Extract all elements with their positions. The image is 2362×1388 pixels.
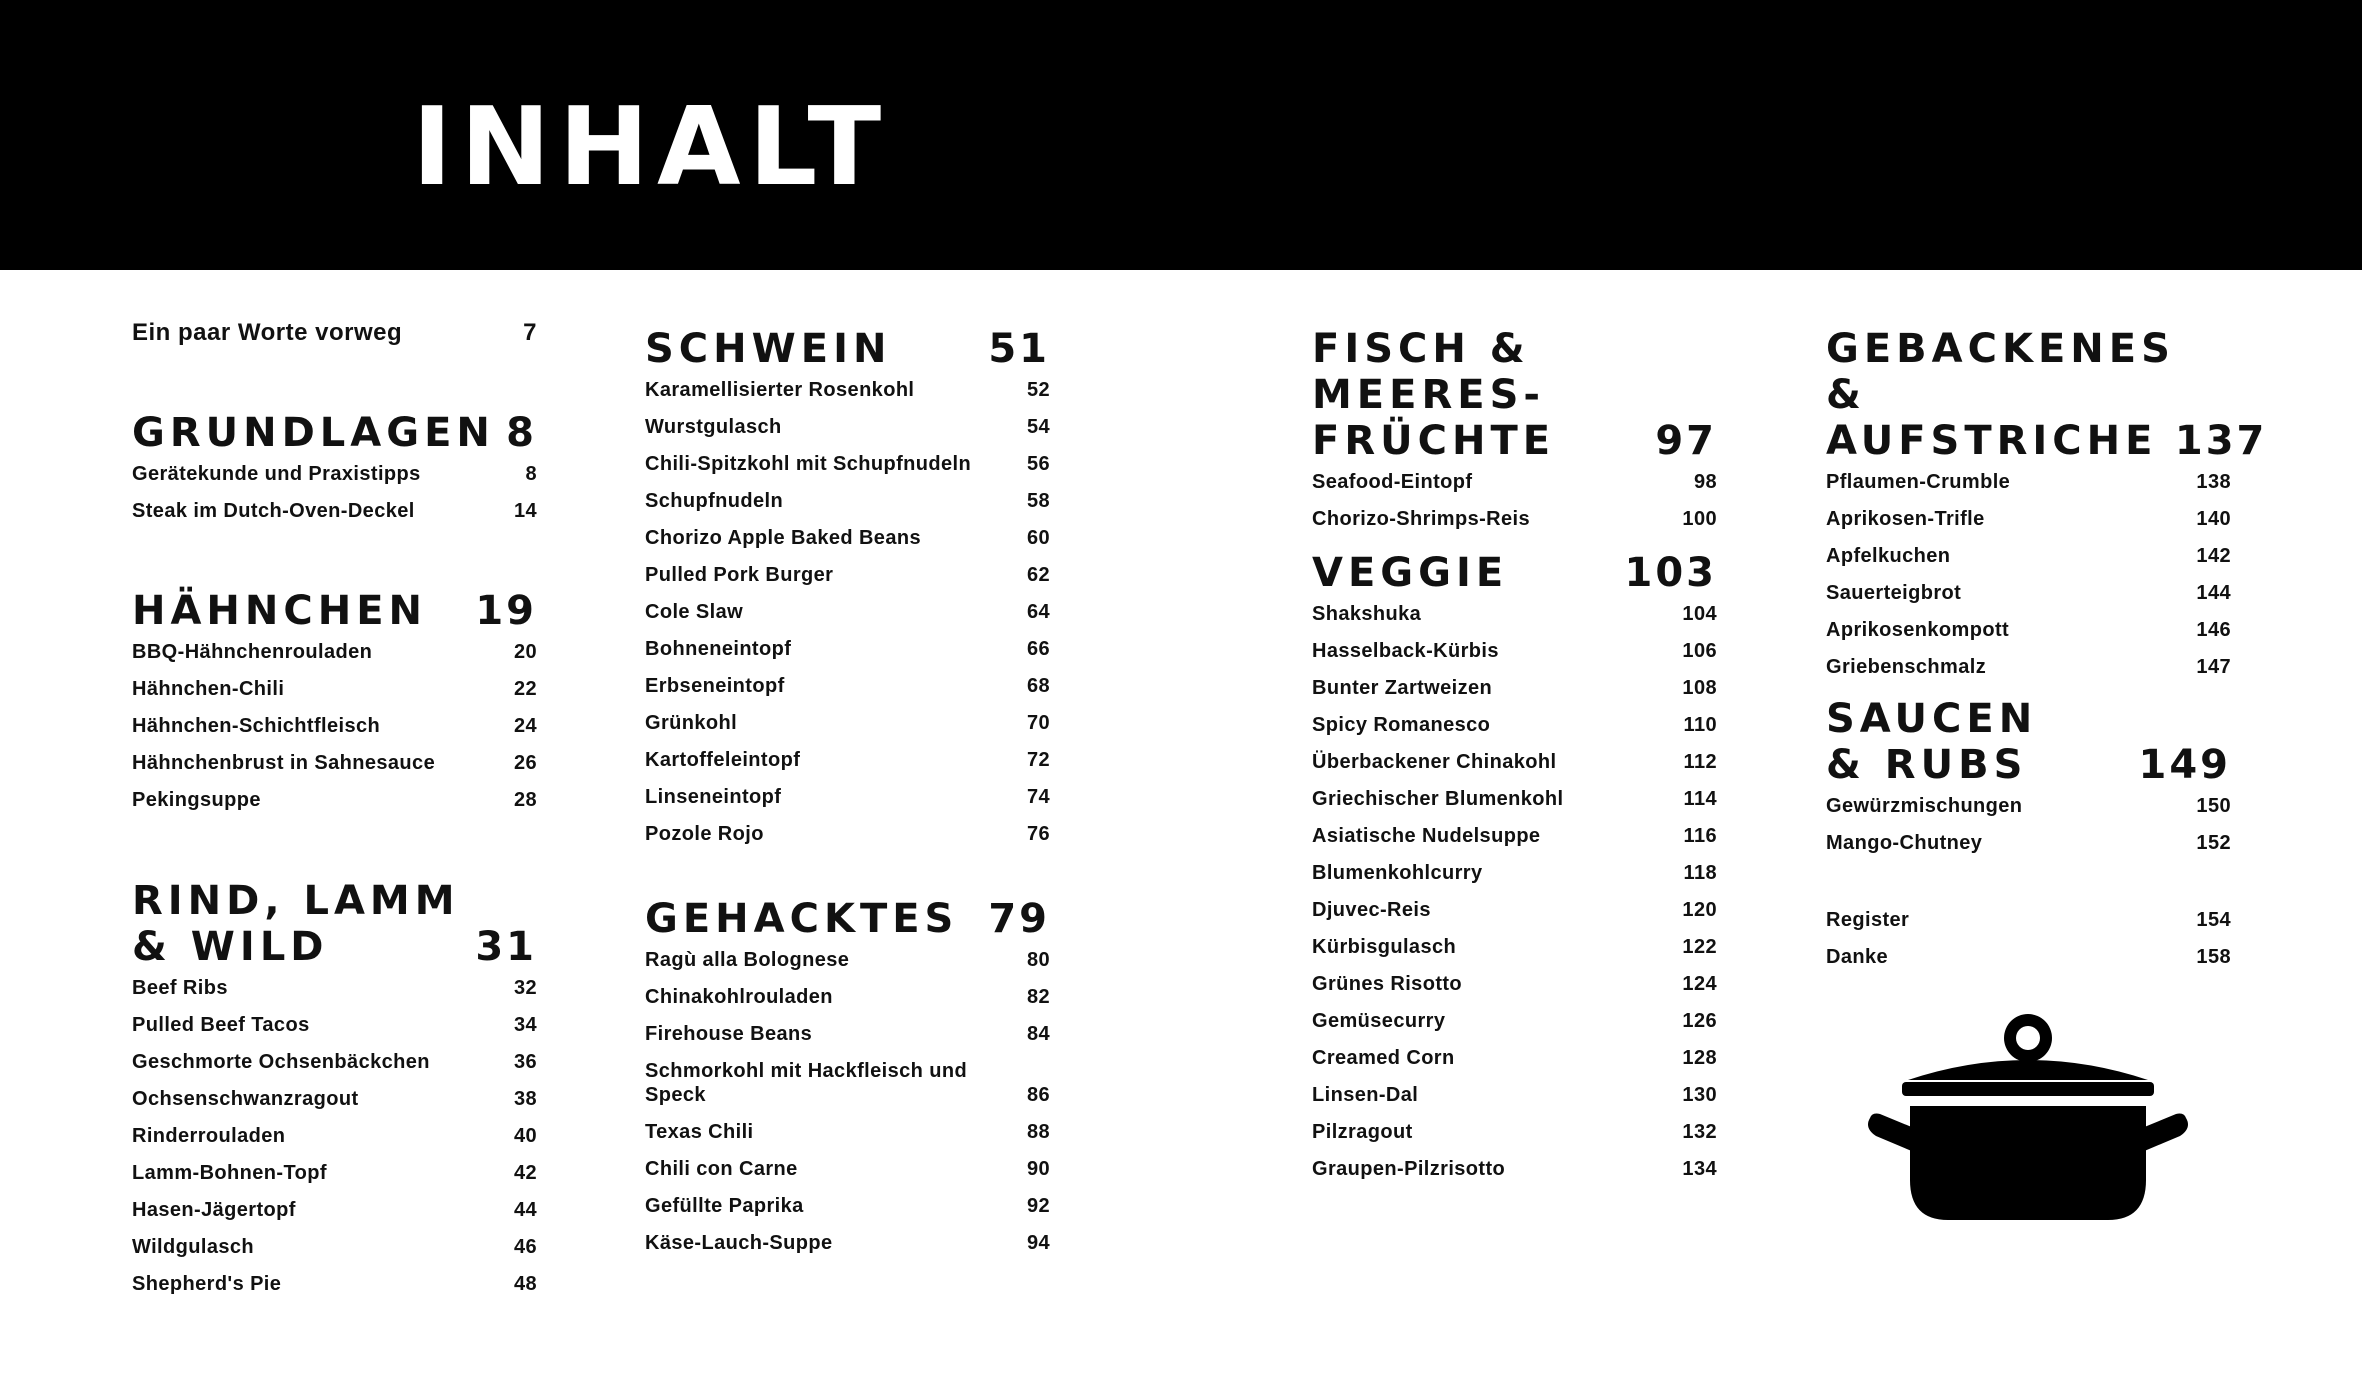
header-bar xyxy=(0,0,2362,270)
entry-title: Aprikosen-Trifle xyxy=(1826,508,1985,530)
entry-page: 66 xyxy=(1026,638,1050,660)
entry-page: 68 xyxy=(1026,675,1050,697)
entry-page: 90 xyxy=(1026,1158,1050,1180)
entry-title: Texas Chili xyxy=(645,1121,754,1143)
toc-entry[interactable] xyxy=(645,631,1050,668)
entry-title: Bohneneintopf xyxy=(645,638,792,660)
toc-entry[interactable] xyxy=(1312,1003,1717,1040)
entry-title: Lamm-Bohnen-Topf xyxy=(132,1162,327,1184)
toc-entry[interactable] xyxy=(132,708,537,745)
entry-page: 72 xyxy=(1026,749,1050,771)
entry-page: 104 xyxy=(1682,603,1717,625)
entry-title: Cole Slaw xyxy=(645,601,744,623)
entry-title: Hasselback-Kürbis xyxy=(1312,640,1499,662)
entry-title: Chorizo-Shrimps-Reis xyxy=(1312,508,1531,530)
entry-title: Bunter Zartweizen xyxy=(1312,677,1493,699)
toc-entry[interactable] xyxy=(1312,929,1717,966)
section-heading-title: SCHWEIN xyxy=(645,326,892,372)
toc-entry[interactable] xyxy=(645,1114,1050,1151)
section-heading[interactable] xyxy=(1826,326,2268,464)
entry-title: Graupen-Pilzrisotto xyxy=(1312,1158,1506,1180)
entry-title: Pekingsuppe xyxy=(132,789,261,811)
entry-page: 132 xyxy=(1682,1121,1717,1143)
entry-title: Creamed Corn xyxy=(1312,1047,1455,1069)
entry-title: Apfelkuchen xyxy=(1826,545,1951,567)
entry-title: Griechischer Blumenkohl xyxy=(1312,788,1564,810)
entry-page: 62 xyxy=(1026,564,1050,586)
toc-entry[interactable] xyxy=(645,705,1050,742)
toc-entry[interactable] xyxy=(645,446,1050,483)
entry-title: Hähnchenbrust in Sahnesauce xyxy=(132,752,436,774)
entry-page: 134 xyxy=(1682,1158,1717,1180)
toc-entry[interactable] xyxy=(1312,501,1717,538)
entry-page: 112 xyxy=(1683,751,1717,773)
entry-page: 92 xyxy=(1026,1195,1050,1217)
section-heading-title: SAUCEN & RUBS xyxy=(1826,696,2038,788)
entry-page: 122 xyxy=(1682,936,1717,958)
toc-entry[interactable] xyxy=(1312,744,1717,781)
entry-title: Ragù alla Bolognese xyxy=(645,949,850,971)
entry-page: 64 xyxy=(1026,601,1050,623)
entry-title: Shepherd's Pie xyxy=(132,1273,282,1295)
toc-entry[interactable] xyxy=(645,1225,1050,1262)
entry-title: Pflaumen-Crumble xyxy=(1826,471,2011,493)
section-heading-title: GRUNDLAGEN xyxy=(132,410,495,456)
entry-page: 44 xyxy=(513,1199,537,1221)
entry-title: Firehouse Beans xyxy=(645,1023,813,1045)
entry-title: Danke xyxy=(1826,946,1889,968)
entry-page: 118 xyxy=(1683,862,1717,884)
entry-page: 24 xyxy=(513,715,537,737)
entry-page: 36 xyxy=(513,1051,537,1073)
toc-entry[interactable] xyxy=(1826,825,2231,862)
toc-entry[interactable] xyxy=(645,372,1050,409)
section-heading-title: GEBACKENES & AUFSTRICHE xyxy=(1826,326,2175,464)
toc-entry[interactable] xyxy=(132,745,537,782)
toc-entry[interactable] xyxy=(645,1053,1050,1114)
entry-page: 32 xyxy=(513,977,537,999)
entry-page: 110 xyxy=(1683,714,1717,736)
toc-entry[interactable] xyxy=(132,671,537,708)
entry-title: Chili con Carne xyxy=(645,1158,798,1180)
entry-page: 8 xyxy=(525,463,537,485)
toc-entry[interactable] xyxy=(132,1081,537,1118)
section-veggie xyxy=(1312,550,1717,1188)
entry-page: 54 xyxy=(1026,416,1050,438)
toc-entry[interactable] xyxy=(132,318,537,348)
section-heading-title: FISCH & MEERES- FRÜCHTE xyxy=(1312,326,1556,464)
entry-title: Wildgulasch xyxy=(132,1236,255,1258)
entry-page: 38 xyxy=(513,1088,537,1110)
entry-title: Gerätekunde und Praxistipps xyxy=(132,463,421,485)
toc-entry[interactable] xyxy=(132,970,537,1007)
entry-page: 14 xyxy=(513,500,537,522)
toc-entry[interactable] xyxy=(645,1016,1050,1053)
toc-entry[interactable] xyxy=(1312,1151,1717,1188)
toc-entry[interactable] xyxy=(132,456,537,493)
entry-page: 100 xyxy=(1682,508,1717,530)
entry-page: 34 xyxy=(513,1014,537,1036)
entry-page: 88 xyxy=(1026,1121,1050,1143)
entry-page: 94 xyxy=(1026,1232,1050,1254)
intro-entry xyxy=(132,318,537,348)
entry-page: 98 xyxy=(1693,471,1717,493)
toc-entry[interactable] xyxy=(645,483,1050,520)
toc-entry[interactable] xyxy=(645,816,1050,853)
section-heading-title: GEHACKTES xyxy=(645,896,959,942)
entry-title: Gewürzmischungen xyxy=(1826,795,2023,817)
entry-page: 70 xyxy=(1026,712,1050,734)
entry-page: 80 xyxy=(1026,949,1050,971)
entry-page: 116 xyxy=(1683,825,1717,847)
entry-page: 26 xyxy=(513,752,537,774)
section-heading[interactable] xyxy=(1312,550,1717,596)
toc-entry[interactable] xyxy=(645,520,1050,557)
section-heading[interactable] xyxy=(645,326,1050,372)
entry-title: Pozole Rojo xyxy=(645,823,764,845)
entry-title: Pilzragout xyxy=(1312,1121,1413,1143)
entry-title: Linseneintopf xyxy=(645,786,782,808)
section-heading-page: 137 xyxy=(2174,418,2268,464)
cooking-pot-icon xyxy=(1858,1010,2198,1225)
toc-entry[interactable] xyxy=(1312,633,1717,670)
entry-title: Ein paar Worte vorweg xyxy=(132,319,403,346)
entry-title: Kürbisgulasch xyxy=(1312,936,1457,958)
entry-page: 147 xyxy=(2196,656,2231,678)
section-gebackenes xyxy=(1826,326,2268,686)
entry-title: Djuvec-Reis xyxy=(1312,899,1431,921)
entry-page: 86 xyxy=(1026,1084,1050,1106)
toc-entry[interactable] xyxy=(1826,575,2231,612)
entry-title: Karamellisierter Rosenkohl xyxy=(645,379,915,401)
toc-entry[interactable] xyxy=(645,409,1050,446)
section-heading-page: 19 xyxy=(475,588,537,634)
entry-page: 154 xyxy=(2196,909,2231,931)
entry-title: Sauerteigbrot xyxy=(1826,582,1962,604)
entry-title: Aprikosenkompott xyxy=(1826,619,2010,641)
entry-title: Schmorkohl mit Hackfleisch und Speck xyxy=(645,1060,968,1106)
toc-entry[interactable] xyxy=(645,668,1050,705)
toc-entry[interactable] xyxy=(1312,966,1717,1003)
toc-entry[interactable] xyxy=(1826,902,2231,939)
entry-page: 140 xyxy=(2196,508,2231,530)
entry-page: 28 xyxy=(513,789,537,811)
section-heading-title: HÄHNCHEN xyxy=(132,588,428,634)
entry-title: Gemüsecurry xyxy=(1312,1010,1446,1032)
section-heading-title: RIND, LAMM & WILD xyxy=(132,878,460,970)
entry-title: Käse-Lauch-Suppe xyxy=(645,1232,833,1254)
entry-page: 126 xyxy=(1682,1010,1717,1032)
entry-title: Linsen-Dal xyxy=(1312,1084,1419,1106)
entry-page: 20 xyxy=(513,641,537,663)
entry-title: Seafood-Eintopf xyxy=(1312,471,1473,493)
section-heading-page: 31 xyxy=(475,924,537,970)
toc-entry[interactable] xyxy=(132,1229,537,1266)
toc-entry[interactable] xyxy=(132,1007,537,1044)
entry-title: Pulled Beef Tacos xyxy=(132,1014,310,1036)
entry-title: Hähnchen-Chili xyxy=(132,678,285,700)
entry-title: Ochsenschwanzragout xyxy=(132,1088,359,1110)
entry-title: Rinderrouladen xyxy=(132,1125,286,1147)
entry-title: Mango-Chutney xyxy=(1826,832,1983,854)
section-heading-page: 51 xyxy=(988,326,1050,372)
toc-entry[interactable] xyxy=(1826,612,2231,649)
toc-entry[interactable] xyxy=(1826,538,2231,575)
entry-title: Hasen-Jägertopf xyxy=(132,1199,296,1221)
entry-page: 108 xyxy=(1682,677,1717,699)
toc-entry[interactable] xyxy=(1312,818,1717,855)
entry-page: 144 xyxy=(2196,582,2231,604)
entry-title: Überbackener Chinakohl xyxy=(1312,751,1557,773)
entry-page: 130 xyxy=(1682,1084,1717,1106)
toc-entry[interactable] xyxy=(132,1192,537,1229)
entry-title: Asiatische Nudelsuppe xyxy=(1312,825,1541,847)
entry-page: 152 xyxy=(2196,832,2231,854)
toc-entry[interactable] xyxy=(1312,1040,1717,1077)
section-heading[interactable] xyxy=(132,410,537,456)
entry-title: Blumenkohlcurry xyxy=(1312,862,1483,884)
toc-entry[interactable] xyxy=(132,1266,537,1303)
section-schwein xyxy=(645,326,1050,853)
page-title: INHALT xyxy=(412,85,890,210)
toc-entry[interactable] xyxy=(1826,939,2231,976)
toc-entry[interactable] xyxy=(132,1155,537,1192)
entry-page: 74 xyxy=(1026,786,1050,808)
toc-entry[interactable] xyxy=(1826,501,2231,538)
entry-title: Grünkohl xyxy=(645,712,738,734)
entry-title: Steak im Dutch-Oven-Deckel xyxy=(132,500,415,522)
entry-page: 158 xyxy=(2196,946,2231,968)
entry-title: Geschmorte Ochsenbäckchen xyxy=(132,1051,430,1073)
entry-title: Pulled Pork Burger xyxy=(645,564,834,586)
entry-title: Chinakohlrouladen xyxy=(645,986,833,1008)
section-heading[interactable] xyxy=(1312,326,1717,464)
entry-page: 60 xyxy=(1026,527,1050,549)
toc-entry[interactable] xyxy=(1312,1114,1717,1151)
toc-entry[interactable] xyxy=(132,1044,537,1081)
entry-title: Hähnchen-Schichtfleisch xyxy=(132,715,381,737)
toc-entry[interactable] xyxy=(645,979,1050,1016)
toc-entry[interactable] xyxy=(1312,892,1717,929)
entry-title: Gefüllte Paprika xyxy=(645,1195,804,1217)
toc-entry[interactable] xyxy=(132,634,537,671)
section-gehacktes xyxy=(645,896,1050,1262)
toc-entry[interactable] xyxy=(1312,855,1717,892)
section-heading-page: 8 xyxy=(506,410,537,456)
section-extras xyxy=(1826,902,2231,976)
toc-entry[interactable] xyxy=(1312,596,1717,633)
entry-title: Grünes Risotto xyxy=(1312,973,1463,995)
section-fisch xyxy=(1312,326,1717,538)
entry-title: Spicy Romanesco xyxy=(1312,714,1491,736)
entry-title: Kartoffeleintopf xyxy=(645,749,801,771)
entry-page: 120 xyxy=(1682,899,1717,921)
section-grundlagen xyxy=(132,410,537,530)
section-heading-page: 149 xyxy=(2138,742,2231,788)
toc-entry[interactable] xyxy=(132,493,537,530)
toc-entry[interactable] xyxy=(645,1188,1050,1225)
toc-entry[interactable] xyxy=(645,779,1050,816)
entry-page: 106 xyxy=(1682,640,1717,662)
entry-page: 48 xyxy=(513,1273,537,1295)
entry-page: 82 xyxy=(1026,986,1050,1008)
entry-page: 7 xyxy=(523,319,537,346)
entry-title: Wurstgulasch xyxy=(645,416,782,438)
toc-entry[interactable] xyxy=(1312,670,1717,707)
entry-title: Griebenschmalz xyxy=(1826,656,1987,678)
entry-page: 56 xyxy=(1026,453,1050,475)
entry-title: Chorizo Apple Baked Beans xyxy=(645,527,921,549)
toc-entry[interactable] xyxy=(1826,649,2231,686)
section-heading-page: 79 xyxy=(988,896,1050,942)
toc-entry[interactable] xyxy=(1826,788,2231,825)
toc-entry[interactable] xyxy=(645,942,1050,979)
toc-entry[interactable] xyxy=(1826,464,2231,501)
entry-title: Erbseneintopf xyxy=(645,675,785,697)
entry-title: Shakshuka xyxy=(1312,603,1422,625)
section-heading-page: 103 xyxy=(1624,550,1717,596)
entry-title: Schupfnudeln xyxy=(645,490,784,512)
section-heading[interactable] xyxy=(1826,696,2231,788)
toc-entry[interactable] xyxy=(1312,1077,1717,1114)
toc-entry[interactable] xyxy=(645,557,1050,594)
entry-page: 142 xyxy=(2196,545,2231,567)
entry-page: 128 xyxy=(1682,1047,1717,1069)
toc-entry[interactable] xyxy=(132,1118,537,1155)
entry-page: 146 xyxy=(2196,619,2231,641)
toc-entry[interactable] xyxy=(1312,464,1717,501)
toc-entry[interactable] xyxy=(645,594,1050,631)
entry-page: 114 xyxy=(1683,788,1717,810)
section-heading-title: VEGGIE xyxy=(1312,550,1509,596)
entry-page: 150 xyxy=(2196,795,2231,817)
toc-entry[interactable] xyxy=(1312,707,1717,744)
entry-page: 42 xyxy=(513,1162,537,1184)
section-heading[interactable] xyxy=(645,896,1050,942)
entry-title: Chili-Spitzkohl mit Schupfnudeln xyxy=(645,453,972,475)
entry-title: Register xyxy=(1826,909,1910,931)
toc-entry[interactable] xyxy=(132,782,537,819)
entry-page: 138 xyxy=(2196,471,2231,493)
entry-page: 76 xyxy=(1026,823,1050,845)
entry-title: Beef Ribs xyxy=(132,977,228,999)
section-heading[interactable] xyxy=(132,588,537,634)
section-heading-page: 97 xyxy=(1655,418,1717,464)
section-haehnchen xyxy=(132,588,537,819)
entry-page: 46 xyxy=(513,1236,537,1258)
toc-entry[interactable] xyxy=(1312,781,1717,818)
entry-title: BBQ-Hähnchenrouladen xyxy=(132,641,373,663)
section-saucen xyxy=(1826,696,2231,862)
section-heading[interactable] xyxy=(132,878,537,970)
entry-page: 22 xyxy=(513,678,537,700)
entry-page: 52 xyxy=(1026,379,1050,401)
toc-entry[interactable] xyxy=(645,1151,1050,1188)
entry-page: 124 xyxy=(1682,973,1717,995)
entry-page: 58 xyxy=(1026,490,1050,512)
toc-entry[interactable] xyxy=(645,742,1050,779)
entry-page: 84 xyxy=(1026,1023,1050,1045)
section-rind xyxy=(132,878,537,1303)
entry-page: 40 xyxy=(513,1125,537,1147)
